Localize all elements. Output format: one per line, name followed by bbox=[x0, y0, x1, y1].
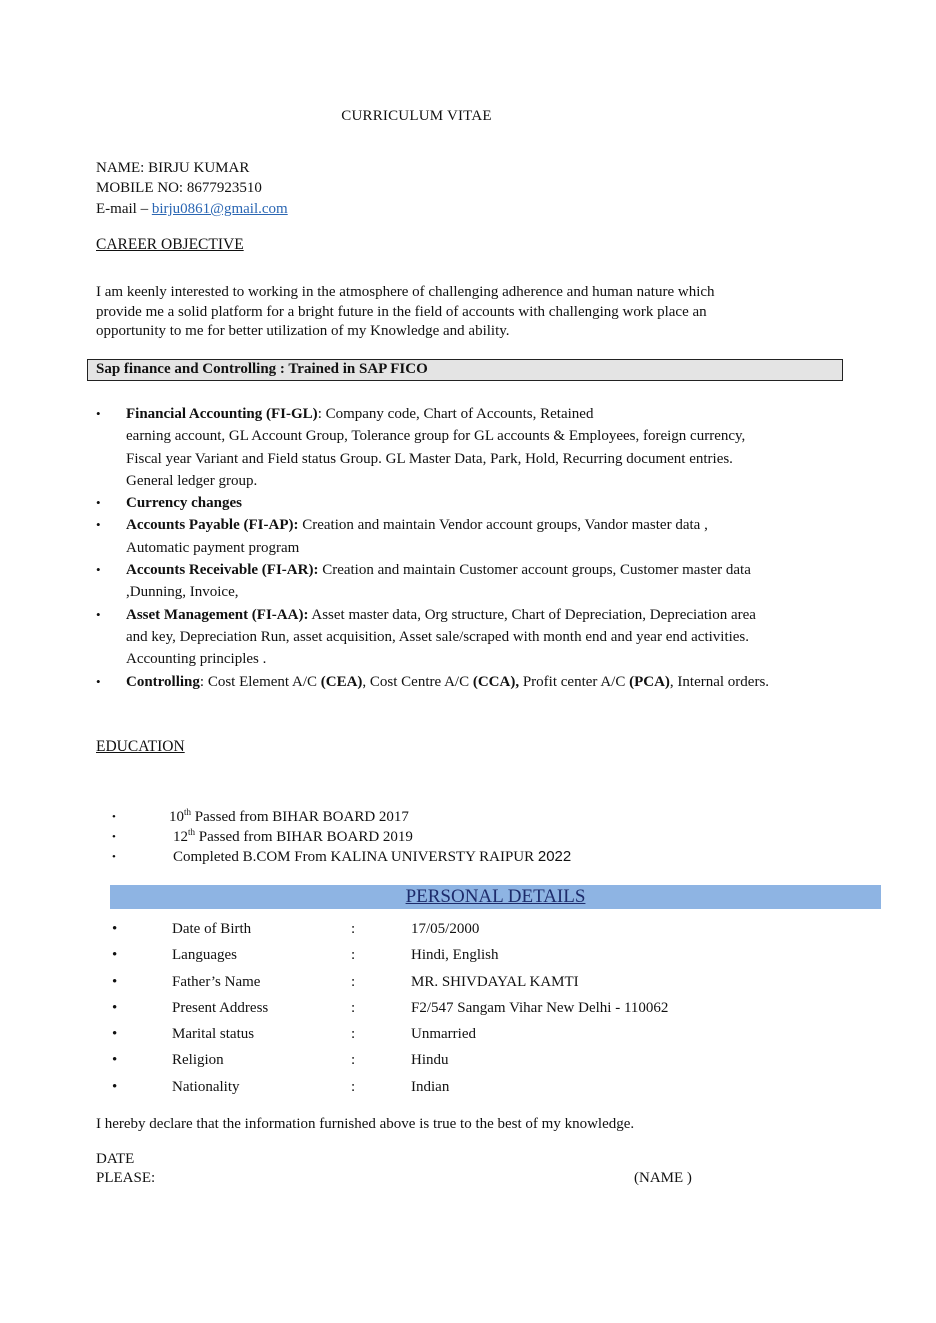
detail-colon: : bbox=[351, 921, 356, 937]
bullet-icon: • bbox=[96, 406, 101, 421]
skill-label: Financial Accounting (FI-GL) bbox=[126, 406, 318, 422]
detail-label: Present Address bbox=[172, 999, 269, 1016]
skill-label: Controlling bbox=[126, 673, 200, 690]
skill-label: Accounts Receivable (FI-AR): bbox=[126, 562, 319, 579]
detail-colon: : bbox=[351, 999, 356, 1016]
document-title: CURRICULUM VITAE bbox=[341, 108, 492, 124]
list-item bbox=[96, 492, 856, 514]
skill-text: Profit center A/C bbox=[519, 673, 630, 690]
career-line: opportunity to me for better utilization of my Knowledge and ability. bbox=[96, 323, 510, 339]
detail-label: Nationality bbox=[172, 1078, 240, 1095]
detail-label: Father’s Name bbox=[172, 973, 261, 990]
personal-details-heading bbox=[110, 885, 881, 909]
bullet-icon: • bbox=[96, 495, 101, 511]
skill-text: Accounting principles . bbox=[126, 651, 267, 668]
detail-value: Unmarried bbox=[411, 1026, 476, 1043]
bullet-icon: • bbox=[112, 947, 118, 964]
bullet-icon: • bbox=[112, 851, 116, 863]
skill-label: Asset Management (FI-AA): bbox=[126, 606, 309, 623]
skill-text: Automatic payment program bbox=[126, 539, 300, 556]
bullet-icon: • bbox=[112, 921, 118, 937]
skill-text: Creation and maintain Vendor account groups, Vandor master data , bbox=[298, 517, 708, 534]
mobile-line: MOBILE NO: 8677923510 bbox=[96, 180, 262, 196]
bullet-icon: • bbox=[112, 811, 116, 823]
career-objective-text bbox=[96, 283, 796, 342]
detail-value: 17/05/2000 bbox=[411, 921, 480, 937]
bullet-icon: • bbox=[96, 673, 101, 689]
skill-text: ,Dunning, Invoice, bbox=[126, 584, 239, 601]
detail-colon: : bbox=[351, 947, 356, 964]
list-item bbox=[96, 514, 856, 559]
bullet-icon: • bbox=[96, 517, 101, 533]
skill-text: , Internal orders. bbox=[669, 673, 770, 690]
skill-text: and key, Depreciation Run, asset acquisition, Asset sale/scraped with month end and year end activities. bbox=[126, 628, 750, 645]
skill-label: Accounts Payable (FI-AP): bbox=[126, 517, 299, 534]
skill-abbrev: (CCA), bbox=[472, 673, 520, 690]
education-item: 12th Passed from BIHAR BOARD 2019 bbox=[173, 827, 413, 845]
bullet-icon: • bbox=[112, 973, 118, 990]
bullet-icon: • bbox=[112, 1078, 118, 1095]
bullet-icon: • bbox=[112, 999, 118, 1016]
list-item bbox=[96, 403, 856, 492]
skill-text: Asset master data, Org structure, Chart of Depreciation, Depreciation area bbox=[308, 606, 756, 623]
skill-text: Creation and maintain Customer account groups, Customer master data bbox=[318, 562, 751, 579]
sap-fico-heading: Sap finance and Controlling : Trained in SAP FICO bbox=[87, 359, 843, 381]
skill-abbrev: (PCA) bbox=[629, 673, 670, 690]
skill-text: : Cost Element A/C bbox=[199, 673, 321, 690]
list-item bbox=[96, 671, 856, 693]
signature-name: (NAME ) bbox=[634, 1170, 692, 1186]
detail-label: Religion bbox=[172, 1052, 224, 1069]
skill-text: Fiscal year Variant and Field status Group. GL Master Data, Park, Hold, Recurring document entries. bbox=[126, 450, 733, 467]
detail-colon: : bbox=[351, 1078, 356, 1095]
detail-value: Indian bbox=[411, 1078, 450, 1095]
name-line: NAME: BIRJU KUMAR bbox=[96, 160, 250, 176]
skill-text: earning account, GL Account Group, Tolerance group for GL accounts & Employees, foreign currency, bbox=[126, 428, 746, 445]
career-line: provide me a solid platform for a bright future in the field of accounts with challenging work place an bbox=[96, 303, 707, 320]
bullet-icon: • bbox=[112, 1026, 118, 1043]
email-label: E-mail – bbox=[96, 201, 152, 217]
declaration-text: I hereby declare that the information furnished above is true to the best of my knowledge. bbox=[96, 1116, 635, 1132]
detail-value: Hindu bbox=[411, 1052, 449, 1069]
detail-value: Hindi, English bbox=[411, 947, 499, 964]
skill-text: : Company code, Chart of Accounts, Retained bbox=[317, 406, 594, 422]
skill-label: Currency changes bbox=[126, 495, 242, 512]
detail-label: Languages bbox=[172, 947, 237, 964]
education-item: 10th Passed from BIHAR BOARD 2017 bbox=[169, 807, 409, 825]
detail-value: F2/547 Sangam Vihar New Delhi - 110062 bbox=[411, 999, 669, 1016]
bullet-icon: • bbox=[112, 1052, 118, 1069]
bullet-icon: • bbox=[112, 831, 116, 843]
education-item: Completed B.COM From KALINA UNIVERSTY RAIPUR 2022 bbox=[173, 848, 572, 865]
list-item bbox=[96, 604, 856, 671]
email-line bbox=[96, 199, 288, 219]
place-label: PLEASE: bbox=[96, 1170, 156, 1186]
email-link[interactable]: birju0861@gmail.com bbox=[151, 201, 288, 217]
detail-colon: : bbox=[351, 973, 356, 990]
date-label: DATE bbox=[96, 1151, 135, 1167]
education-heading: EDUCATION bbox=[96, 738, 185, 755]
detail-colon: : bbox=[351, 1026, 356, 1043]
personal-details-title: PERSONAL DETAILS bbox=[405, 886, 586, 907]
detail-label: Marital status bbox=[172, 1026, 255, 1043]
skill-text: , Cost Centre A/C bbox=[362, 673, 473, 690]
bullet-icon: • bbox=[96, 562, 101, 578]
skill-abbrev: (CEA) bbox=[320, 673, 363, 690]
detail-label: Date of Birth bbox=[172, 921, 252, 937]
skills-list bbox=[96, 403, 856, 693]
career-objective-heading: CAREER OBJECTIVE bbox=[96, 236, 244, 253]
list-item bbox=[96, 559, 856, 604]
bullet-icon: • bbox=[96, 606, 101, 622]
skill-text: General ledger group. bbox=[126, 472, 258, 489]
detail-colon: : bbox=[351, 1052, 356, 1069]
detail-value: MR. SHIVDAYAL KAMTI bbox=[411, 973, 579, 990]
career-line: I am keenly interested to working in the atmosphere of challenging adherence and human nature which bbox=[96, 284, 715, 300]
